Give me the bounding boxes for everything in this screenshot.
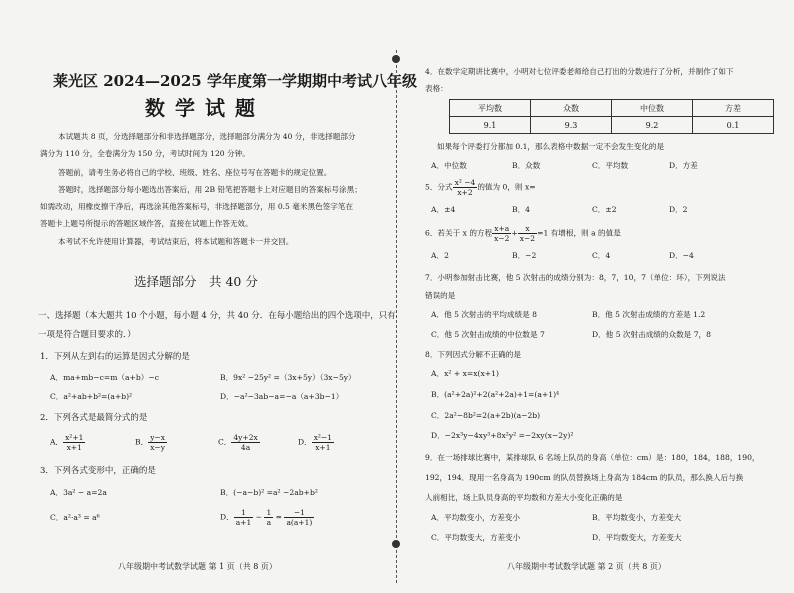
question-9-option-b: B．平均数变小，方差变大 <box>592 513 682 522</box>
intro-line-5: 如需改动，用橡皮擦干净后，再选涂其他答案标号，非选择题部分，用 0.5 毫米黑色签字笔在 <box>40 202 354 211</box>
page-footer-2: 八年级期中考试数学试题 第 2 页（共 8 页） <box>507 562 666 571</box>
question-7-option-d: D．他 5 次射击成绩的众数是 7，8 <box>592 330 711 339</box>
table-row <box>450 117 774 134</box>
intro-line-4: 答题时，选择题部分每小题选出答案后，用 2B 铅笔把答题卡上对应题目的答案标号涂黑； <box>58 185 362 194</box>
question-8-option-b: B．(a²+2a)²+2(a²+2a)+1=(a+1)⁴ <box>431 390 560 399</box>
question-4-note: 如果每个评委打分都加 0.1，那么表格中数据一定不会发生变化的是 <box>437 142 665 151</box>
question-4-option-c: C．平均数 <box>592 161 629 170</box>
question-1-option-a: A．ma+mb−c=m（a+b）−c <box>50 373 159 382</box>
question-6-option-c: C．4 <box>592 251 611 260</box>
question-5-option-a: A．±4 <box>431 205 456 214</box>
question-1-option-c: C．a²+ab+b²=(a+b)² <box>50 392 133 401</box>
question-5-stem: 5．分式 $\frac{\text{x² −4}}{x+2}$ 的值为 0，则 x= <box>425 178 536 197</box>
exam-header-title: 莱光区 2024—2025 学年度第一学期期中考试八年级 <box>53 72 417 90</box>
question-6-option-b: B．−2 <box>512 251 537 260</box>
question-5-option-b: B．4 <box>512 205 531 214</box>
question-8-option-a: A．x² + x=x(x+1) <box>431 369 499 378</box>
question-3-option-a: A．3a² − a=2a <box>50 488 107 497</box>
question-4-stem-1: 4．在数学定期讲比赛中，小明对七位评委老师给自己打出的分数进行了分析，并制作了如下 <box>425 67 734 76</box>
question-3-option-d: D． $\frac{1}{a+1}$ − $\frac{1}{a}$ = $\frac{-1}{a(a+1)}$ <box>220 508 313 527</box>
question-3-stem: 3．下列各式变形中，正确的是 <box>40 466 156 476</box>
question-8-stem: 8．下列因式分解不正确的是 <box>425 350 521 359</box>
question-1-option-d: D．−a²−3ab−a=−a（a+3b−1） <box>220 392 344 401</box>
instruction-line-1: 一、选择题（本大题共 10 个小题，每小题 4 分，共 40 分．在每小题给出的四个选项中，只有 <box>38 311 396 321</box>
subject-title: 数学试题 <box>145 96 265 120</box>
question-8-option-d: D．−2x³y−4xy³+8x²y² =−2xy(x−2y)² <box>431 431 574 440</box>
page-footer-1: 八年级期中考试数学试题 第 1 页（共 8 页） <box>118 562 277 571</box>
question-9-stem-3: 人前相比，场上队员身高的平均数和方差大小变化正确的是 <box>425 493 623 502</box>
question-9-stem-1: 9．在一场排球比赛中，某排球队 6 名场上队员的身高（单位：cm）是：180，184，188，190， <box>425 453 760 462</box>
question-1-option-b: B．9x² −25y² =（3x+5y）（3x−5y） <box>220 373 356 382</box>
question-4-stem-2: 表格： <box>425 84 448 93</box>
table-header-row <box>450 100 774 117</box>
question-4-option-d: D．方差 <box>669 161 698 170</box>
table-header-cell: 平均数 <box>450 100 531 117</box>
question-9-option-d: D．平均数变大，方差变大 <box>592 533 682 542</box>
table-header-cell: 方差 <box>693 100 774 117</box>
question-1-stem: 1．下列从左到右的运算是因式分解的是 <box>40 352 190 362</box>
question-9-stem-2: 192，194．现用一名身高为 190cm 的队员替换场上身高为 184cm 的队员，那么换人后与换 <box>425 473 744 482</box>
question-2-option-a: A． $\frac{\text{x²+1}}{x+1}$ <box>50 433 84 452</box>
question-7-option-c: C．他 5 次射击成绩的中位数是 7 <box>431 330 545 339</box>
question-6-option-a: A．2 <box>431 251 449 260</box>
question-4-option-b: B．众数 <box>512 161 541 170</box>
question-7-option-b: B．他 5 次射击成绩的方差是 1.2 <box>592 310 706 319</box>
question-5-option-c: C．±2 <box>592 205 617 214</box>
table-cell: 9.3 <box>531 117 612 134</box>
question-2-option-c: C． $\frac{4y+2x}{4a}$ <box>218 433 258 452</box>
intro-line-2: 满分为 110 分，全卷满分为 150 分，考试时间为 120 分钟。 <box>40 149 250 158</box>
question-3-option-c: C．a²·a³ = a⁶ <box>50 513 100 522</box>
table-header-cell: 众数 <box>531 100 612 117</box>
question-7-option-a: A．他 5 次射击的平均成绩是 8 <box>431 310 537 319</box>
table-cell: 0.1 <box>693 117 774 134</box>
question-2-option-b: B． $\frac{y-x}{x-y}$ <box>135 433 165 452</box>
exam-page-2 <box>397 0 794 593</box>
question-4-option-a: A．中位数 <box>431 161 467 170</box>
table-cell: 9.1 <box>450 117 531 134</box>
question-8-option-c: C．2a²−8b²=2(a+2b)(a−2b) <box>431 411 541 420</box>
intro-line-1: 本试题共 8 页，分选择题部分和非选择题部分，选择题部分满分为 40 分，非选择题部分 <box>58 132 356 141</box>
question-6-option-d: D．−4 <box>669 251 694 260</box>
intro-line-6: 答题卡上题号所提示的答题区域作答，直接在试题上作答无效。 <box>40 219 253 228</box>
question-6-stem: 6．若关于 x 的方程 $\frac{x+a}{x-2}$ + $\frac{x}{x-2}$ =1 有增根，则 a 的值是 <box>425 224 621 243</box>
question-7-stem-2: 错误的是 <box>425 291 456 300</box>
question-7-stem-1: 7．小明参加射击比赛，他 5 次射击的成绩分别为：8，7，10，7（单位：环），下列说法 <box>425 273 726 282</box>
question-3-option-b: B．(−a−b)² =a² −2ab+b² <box>220 488 318 497</box>
question-9-option-a: A．平均数变小，方差变小 <box>431 513 521 522</box>
intro-line-3: 答题前，请考生务必将自己的学校、班级、姓名、座位号写在答题卡的规定位置。 <box>58 168 332 177</box>
question-2-option-d: D． $\frac{\text{x²−1}}{x+1}$ <box>298 433 332 452</box>
table-header-cell: 中位数 <box>612 100 693 117</box>
intro-line-7: 本考试不允许使用计算器，考试结束后，将本试题和答题卡一并交回。 <box>58 237 294 246</box>
section-title: 选择题部分 共 40 分 <box>134 274 258 289</box>
question-2-stem: 2．下列各式是最简分式的是 <box>40 413 148 423</box>
table-cell: 9.2 <box>612 117 693 134</box>
question-9-option-c: C．平均数变大，方差变小 <box>431 533 521 542</box>
instruction-line-2: 一项是符合题目要求的．） <box>38 330 136 340</box>
question-5-option-d: D．2 <box>669 205 688 214</box>
question-4-table <box>449 99 774 134</box>
